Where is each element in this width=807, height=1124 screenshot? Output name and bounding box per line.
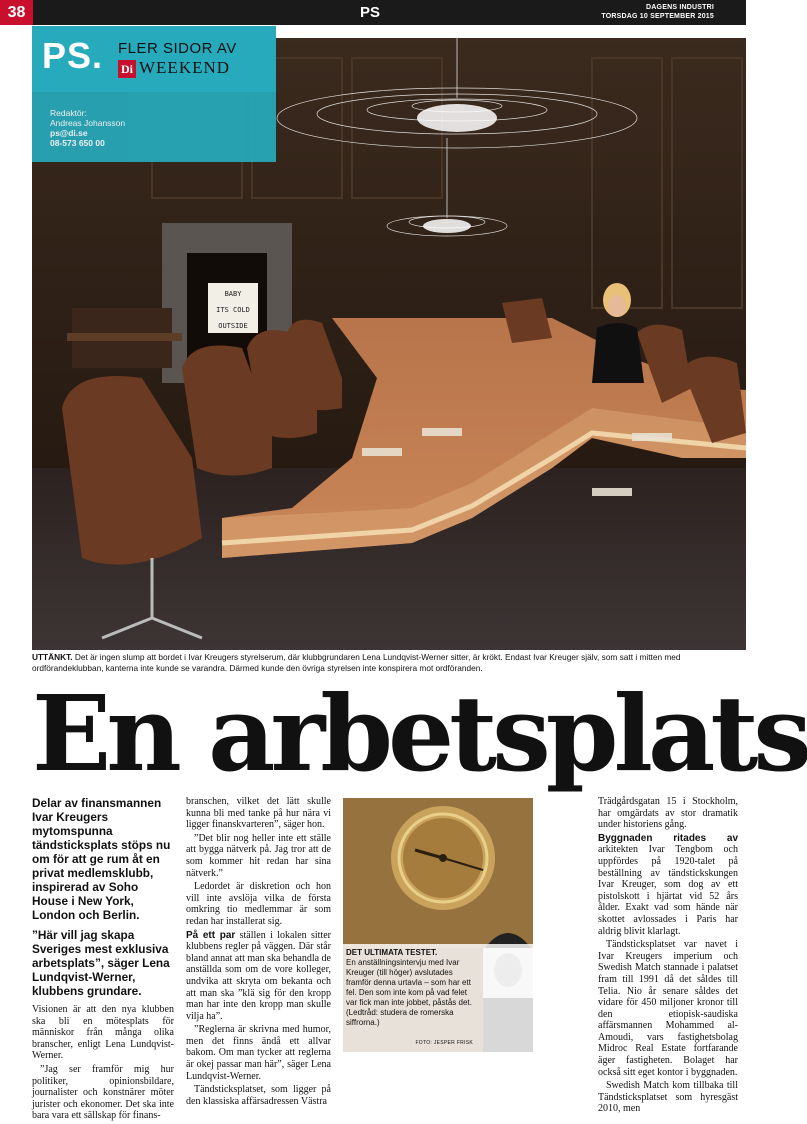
page-number: 38 [0,0,33,25]
sidebar-text: En anställningsintervju med Ivar Kreuger (till höger) avslutades framför denna urtavla – som har ett fel. Den som inte kom på vad felet var fick man inte jobbet, påstås det. (Ledtråd: studera de romerska siffrorna.) [346,958,472,1027]
body-paragraph: Ledordet är diskretion och hon vill inte avslöja vilka de första omkring tio medlemmar är som redan har installerat sig. [186,881,331,927]
clock-photo [343,798,533,1052]
ps-masthead [32,26,276,92]
sign-line-2: ITS COLD [216,306,250,314]
section-label: PS [360,4,381,21]
editor-box [32,92,276,162]
caption-lead: UTTÄNKT. [32,652,73,662]
editor-info [50,108,125,148]
body-paragraph: ”Reglerna är skrivna med humor, men det finns ändå ett allvar bakom. Om man tycker att reglerna är okej passar man här”, säger Lena Lundqvist-Werner. [186,1024,331,1082]
weekend-label: WEEKEND [139,58,231,77]
editor-label: Redaktör: [50,108,87,118]
body-text: arkitekten Ivar Tengbom och uppfördes på 1920-talet på beställning av tändstickskungen Ivar Kreuger, som dog av ett pistolskott i hjärtat vid 52 års ålder. Exakt vad som hände när skottet avlossades i Paris har aldrig blivit klarlagt. [598,844,738,937]
photo-caption [32,652,746,674]
sign-line-1: BABY [224,290,242,298]
body-paragraph: branschen, vilket det lätt skulle kunna bli med tanke på hur nära vi ligger finanskvarteren”, säger hon. [186,796,331,831]
di-logo: Di [118,60,136,78]
body-paragraph: Tändsticksplatset, som ligger på den klassiska affärsadressen Västra [186,1084,331,1107]
body-text: ställen i lokalen sitter klubbens regler på väggen. Där står bland annat att man ska behandla de anställda som om de vore kolleger, undvika att skryta om bekanta och att man ska ”klä sig för den kropp man har inte den kropp man skulle vilja ha”. [186,929,332,1022]
publication-info [601,3,714,21]
column-4 [598,796,738,1117]
lede [32,796,174,998]
body-paragraph: ”Det blir nog heller inte ett ställe att bygga nätverk på. Jag tror att de som kommer hit redan har sina nätverk.” [186,832,331,879]
subhead: Byggnaden ritades av [598,832,738,844]
editor-name: Andreas Johansson [50,118,126,128]
column-2 [186,796,331,1109]
top-bar [0,0,746,25]
lede-paragraph: Delar av finansmannen Ivar Kreugers mytomspunna tändsticksplats stöps nu om för att ge rum åt en privat medlemsklubb, inspirerad av Soho House i New York, London och Berlin. [32,796,171,922]
sidebar-title: DET ULTIMATA TESTET. [346,948,438,957]
publication-name: DAGENS INDUSTRI [646,4,714,11]
body-paragraph: Swedish Match kom tillbaka till Tändsticksplatset som hyresgäst 2010, men [598,1080,738,1115]
body-paragraph: Trädgårdsgatan 15 i Stockholm, har omgärdats av stor dramatik under historiens gång. [598,796,738,831]
ps-logo: PS. [42,35,104,76]
sidebar-caption [343,944,533,1052]
body-paragraph: Tändsticksplatset var navet i Ivar Kreugers imperium och Swedish Match stannade i palatset fram till 1991 då det såldes till Telia. Nio år senare såldes det vidare för 450 miljoner kronor till den etiopisk-saudiska affärsmannen Mohammed al-Amoudi, vars fastighetsbolag Midroc Real Estate fortfarande äger fastigheten. Bolaget har också sitt eget kontor i byggnaden. [598,939,738,1078]
photo-credit: FOTO: JESPER FRISK [415,1040,473,1046]
masthead-tagline: FLER SIDOR AV [118,40,237,57]
column-1 [32,796,174,1124]
publication-date: TORSDAG 10 SEPTEMBER 2015 [601,13,714,20]
editor-phone: 08-573 650 00 [50,138,105,148]
editor-email[interactable]: ps@di.se [50,128,88,138]
sign-line-3: OUTSIDE [218,322,248,330]
body-paragraph: Visionen är att den nya klubben ska bli en mötesplats för människor från många olika branscher, enligt Lena Lundqvist-Werner. [32,1004,174,1062]
caption-text: Det är ingen slump att bordet i Ivar Kreugers styrelserum, där klubbgrundaren Lena Lundqvist-Werner sitter, är krökt. Endast Ivar Kreuger själv, som satt i mitten med ordförandeklubban, kanterna inte kunde se varandra. Därmed kunde den övriga styrelsen inte konspirera mot ordföranden. [32,652,681,673]
subhead: På ett par [186,929,236,941]
body-paragraph: ”Jag ser framför mig hur politiker, opinionsbildare, journalister och konstnärer möter jurister och ekonomer. Det ska inte bara vara ett sällskap för finans- [32,1063,174,1122]
lede-quote: ”Här vill jag skapa Sveriges mest exklusiva arbetsplats”, säger Lena Lundqvist-Werner, klubbens grundare. [32,928,170,998]
headline: En arbetsplats [32,672,807,795]
